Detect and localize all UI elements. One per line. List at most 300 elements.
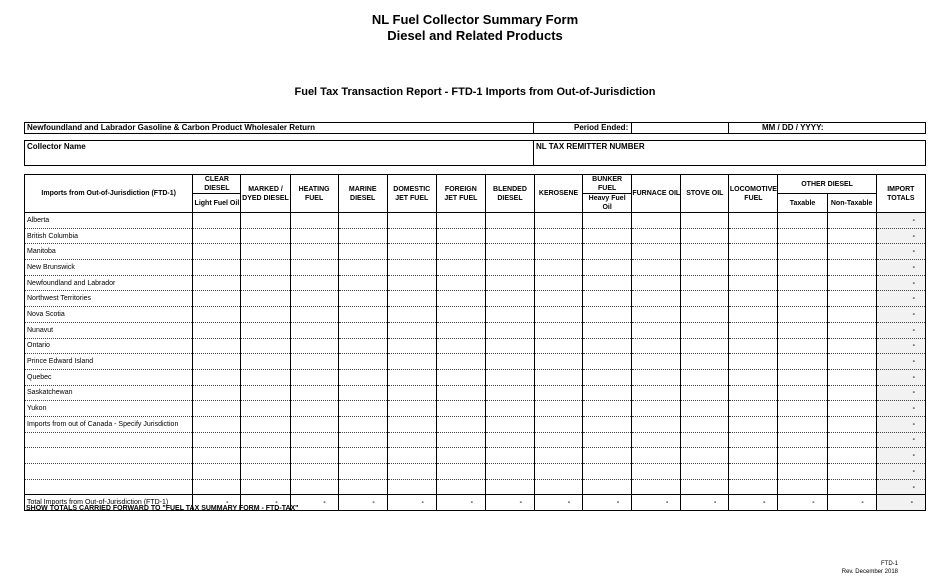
column-header-line2: DYED DIESEL bbox=[242, 194, 289, 202]
amount-cell[interactable] bbox=[729, 338, 778, 354]
amount-cell[interactable] bbox=[338, 432, 387, 448]
amount-cell[interactable] bbox=[583, 432, 632, 448]
amount-cell[interactable] bbox=[778, 416, 827, 432]
amount-cell[interactable] bbox=[338, 464, 387, 480]
amount-cell[interactable] bbox=[827, 479, 876, 495]
jurisdiction-column-header: Imports from Out-of-Jurisdiction (FTD-1) bbox=[25, 175, 193, 213]
amount-cell[interactable] bbox=[729, 448, 778, 464]
amount-cell[interactable] bbox=[193, 369, 241, 385]
amount-cell[interactable] bbox=[729, 307, 778, 323]
amount-cell[interactable] bbox=[778, 213, 827, 229]
amount-cell[interactable] bbox=[241, 479, 290, 495]
amount-cell[interactable] bbox=[338, 275, 387, 291]
table-row bbox=[25, 385, 926, 401]
amount-cell[interactable] bbox=[436, 244, 485, 260]
amount-cell[interactable] bbox=[290, 291, 338, 307]
amount-cell[interactable] bbox=[485, 338, 534, 354]
amount-cell[interactable] bbox=[387, 322, 436, 338]
amount-cell[interactable] bbox=[387, 448, 436, 464]
amount-cell[interactable] bbox=[681, 322, 729, 338]
amount-cell[interactable] bbox=[485, 432, 534, 448]
amount-cell[interactable] bbox=[583, 338, 632, 354]
amount-cell[interactable] bbox=[827, 416, 876, 432]
amount-cell[interactable] bbox=[193, 275, 241, 291]
amount-cell[interactable] bbox=[290, 385, 338, 401]
amount-cell[interactable] bbox=[583, 228, 632, 244]
amount-cell[interactable] bbox=[778, 322, 827, 338]
remitter-number-label: NL TAX REMITTER NUMBER bbox=[536, 142, 645, 151]
amount-cell[interactable] bbox=[583, 213, 632, 229]
amount-cell[interactable] bbox=[485, 479, 534, 495]
amount-cell[interactable] bbox=[827, 354, 876, 370]
amount-cell[interactable] bbox=[436, 213, 485, 229]
column-header bbox=[535, 175, 583, 213]
amount-cell[interactable] bbox=[436, 401, 485, 417]
amount-cell[interactable] bbox=[632, 354, 681, 370]
row-total-cell: - bbox=[876, 432, 925, 448]
amount-cell[interactable] bbox=[827, 385, 876, 401]
amount-cell[interactable] bbox=[241, 432, 290, 448]
amount-cell[interactable] bbox=[583, 464, 632, 480]
amount-cell[interactable] bbox=[681, 260, 729, 276]
amount-cell[interactable] bbox=[193, 464, 241, 480]
amount-cell[interactable] bbox=[338, 401, 387, 417]
amount-cell[interactable] bbox=[681, 291, 729, 307]
amount-cell[interactable] bbox=[681, 369, 729, 385]
amount-cell[interactable] bbox=[241, 448, 290, 464]
amount-cell[interactable] bbox=[583, 307, 632, 323]
amount-cell[interactable] bbox=[387, 244, 436, 260]
amount-cell[interactable] bbox=[535, 432, 583, 448]
amount-cell[interactable] bbox=[338, 291, 387, 307]
amount-cell[interactable] bbox=[535, 448, 583, 464]
amount-cell[interactable] bbox=[387, 275, 436, 291]
amount-cell[interactable] bbox=[290, 354, 338, 370]
row-total-cell: - bbox=[876, 479, 925, 495]
amount-cell[interactable] bbox=[778, 432, 827, 448]
column-total-cell: - bbox=[681, 495, 729, 511]
amount-cell[interactable] bbox=[535, 228, 583, 244]
amount-cell[interactable] bbox=[387, 416, 436, 432]
amount-cell[interactable] bbox=[535, 464, 583, 480]
amount-cell[interactable] bbox=[827, 228, 876, 244]
period-ended-input[interactable] bbox=[631, 122, 729, 134]
amount-cell[interactable] bbox=[729, 432, 778, 448]
amount-cell[interactable] bbox=[241, 322, 290, 338]
amount-cell[interactable] bbox=[290, 338, 338, 354]
collector-name-label: Collector Name bbox=[27, 142, 86, 151]
amount-cell[interactable] bbox=[827, 432, 876, 448]
amount-cell[interactable] bbox=[729, 354, 778, 370]
amount-cell[interactable] bbox=[729, 385, 778, 401]
row-total-cell: - bbox=[876, 228, 925, 244]
amount-cell[interactable] bbox=[338, 307, 387, 323]
total-label: Total Imports from Out-of-Jurisdiction (FTD-1) bbox=[25, 495, 193, 511]
amount-cell[interactable] bbox=[681, 228, 729, 244]
amount-cell[interactable] bbox=[290, 369, 338, 385]
amount-cell[interactable] bbox=[778, 338, 827, 354]
amount-cell[interactable] bbox=[827, 369, 876, 385]
amount-cell[interactable] bbox=[387, 479, 436, 495]
amount-cell[interactable] bbox=[632, 260, 681, 276]
table-row bbox=[25, 464, 926, 480]
amount-cell[interactable] bbox=[290, 275, 338, 291]
amount-cell[interactable] bbox=[583, 291, 632, 307]
amount-cell[interactable] bbox=[827, 291, 876, 307]
collector-name-box[interactable] bbox=[24, 140, 534, 166]
amount-cell[interactable] bbox=[387, 213, 436, 229]
table-row bbox=[25, 260, 926, 276]
amount-cell[interactable] bbox=[241, 416, 290, 432]
column-total-cell: - bbox=[290, 495, 338, 511]
amount-cell[interactable] bbox=[485, 416, 534, 432]
column-header-line2: FUEL bbox=[304, 194, 324, 202]
column-header bbox=[387, 175, 436, 213]
amount-cell[interactable] bbox=[729, 213, 778, 229]
amount-cell[interactable] bbox=[535, 260, 583, 276]
amount-cell[interactable] bbox=[729, 228, 778, 244]
amount-cell[interactable] bbox=[436, 322, 485, 338]
amount-cell[interactable] bbox=[338, 448, 387, 464]
amount-cell[interactable] bbox=[681, 385, 729, 401]
amount-cell[interactable] bbox=[778, 385, 827, 401]
amount-cell[interactable] bbox=[681, 401, 729, 417]
amount-cell[interactable] bbox=[436, 464, 485, 480]
amount-cell[interactable] bbox=[387, 464, 436, 480]
amount-cell[interactable] bbox=[632, 432, 681, 448]
column-header-line2: JET FUEL bbox=[444, 194, 478, 202]
amount-cell[interactable] bbox=[485, 385, 534, 401]
column-header bbox=[241, 175, 290, 213]
amount-cell[interactable] bbox=[485, 244, 534, 260]
amount-cell[interactable] bbox=[193, 432, 241, 448]
amount-cell[interactable] bbox=[485, 448, 534, 464]
amount-cell[interactable] bbox=[193, 401, 241, 417]
amount-cell[interactable] bbox=[193, 260, 241, 276]
amount-cell[interactable] bbox=[583, 275, 632, 291]
amount-cell[interactable] bbox=[338, 228, 387, 244]
amount-cell[interactable] bbox=[632, 307, 681, 323]
amount-cell[interactable] bbox=[535, 416, 583, 432]
amount-cell[interactable] bbox=[729, 291, 778, 307]
amount-cell[interactable] bbox=[827, 464, 876, 480]
amount-cell[interactable] bbox=[681, 479, 729, 495]
amount-cell[interactable] bbox=[485, 322, 534, 338]
amount-cell[interactable] bbox=[778, 479, 827, 495]
amount-cell[interactable] bbox=[193, 338, 241, 354]
amount-cell[interactable] bbox=[338, 385, 387, 401]
column-header bbox=[290, 175, 338, 213]
amount-cell[interactable] bbox=[436, 354, 485, 370]
row-total-cell: - bbox=[876, 464, 925, 480]
amount-cell[interactable] bbox=[436, 416, 485, 432]
report-subtitle: Fuel Tax Transaction Report - FTD-1 Imports from Out-of-Jurisdiction bbox=[294, 86, 656, 98]
amount-cell[interactable] bbox=[632, 464, 681, 480]
amount-cell[interactable] bbox=[338, 369, 387, 385]
amount-cell[interactable] bbox=[535, 244, 583, 260]
amount-cell[interactable] bbox=[632, 228, 681, 244]
amount-cell[interactable] bbox=[778, 448, 827, 464]
amount-cell[interactable] bbox=[290, 416, 338, 432]
amount-cell[interactable] bbox=[827, 275, 876, 291]
amount-cell[interactable] bbox=[193, 354, 241, 370]
amount-cell[interactable] bbox=[338, 244, 387, 260]
amount-cell[interactable] bbox=[583, 244, 632, 260]
amount-cell[interactable] bbox=[485, 213, 534, 229]
amount-cell[interactable] bbox=[290, 244, 338, 260]
amount-cell[interactable] bbox=[583, 401, 632, 417]
amount-cell[interactable] bbox=[485, 401, 534, 417]
amount-cell[interactable] bbox=[632, 369, 681, 385]
amount-cell[interactable] bbox=[193, 448, 241, 464]
amount-cell[interactable] bbox=[436, 369, 485, 385]
jurisdiction-name: Prince Edward Island bbox=[25, 354, 193, 370]
amount-cell[interactable] bbox=[436, 291, 485, 307]
row-total-cell: - bbox=[876, 307, 925, 323]
amount-cell[interactable] bbox=[290, 401, 338, 417]
amount-cell[interactable] bbox=[485, 369, 534, 385]
amount-cell[interactable] bbox=[241, 401, 290, 417]
amount-cell[interactable] bbox=[729, 322, 778, 338]
amount-cell[interactable] bbox=[241, 275, 290, 291]
amount-cell[interactable] bbox=[827, 448, 876, 464]
amount-cell[interactable] bbox=[778, 369, 827, 385]
amount-cell[interactable] bbox=[193, 479, 241, 495]
jurisdiction-name: New Brunswick bbox=[25, 260, 193, 276]
amount-cell[interactable] bbox=[729, 260, 778, 276]
amount-cell[interactable] bbox=[193, 228, 241, 244]
import-totals-line1: IMPORT bbox=[887, 185, 915, 193]
amount-cell[interactable] bbox=[193, 385, 241, 401]
amount-cell[interactable] bbox=[193, 416, 241, 432]
amount-cell[interactable] bbox=[241, 213, 290, 229]
amount-cell[interactable] bbox=[241, 338, 290, 354]
amount-cell[interactable] bbox=[241, 244, 290, 260]
amount-cell[interactable] bbox=[535, 369, 583, 385]
amount-cell[interactable] bbox=[290, 260, 338, 276]
amount-cell[interactable] bbox=[193, 213, 241, 229]
amount-cell[interactable] bbox=[681, 213, 729, 229]
table-row bbox=[25, 432, 926, 448]
amount-cell[interactable] bbox=[681, 244, 729, 260]
amount-cell[interactable] bbox=[583, 479, 632, 495]
amount-cell[interactable] bbox=[632, 244, 681, 260]
amount-cell[interactable] bbox=[778, 275, 827, 291]
amount-cell[interactable] bbox=[387, 291, 436, 307]
amount-cell[interactable] bbox=[535, 213, 583, 229]
amount-cell[interactable] bbox=[387, 401, 436, 417]
amount-cell[interactable] bbox=[778, 291, 827, 307]
amount-cell[interactable] bbox=[387, 338, 436, 354]
table-row bbox=[25, 401, 926, 417]
amount-cell[interactable] bbox=[338, 338, 387, 354]
form-title-line1: NL Fuel Collector Summary Form bbox=[371, 12, 579, 27]
amount-cell[interactable] bbox=[485, 354, 534, 370]
amount-cell[interactable] bbox=[387, 307, 436, 323]
amount-cell[interactable] bbox=[729, 401, 778, 417]
amount-cell[interactable] bbox=[290, 479, 338, 495]
amount-cell[interactable] bbox=[827, 401, 876, 417]
amount-cell[interactable] bbox=[241, 385, 290, 401]
amount-cell[interactable] bbox=[193, 307, 241, 323]
amount-cell[interactable] bbox=[827, 213, 876, 229]
amount-cell[interactable] bbox=[535, 275, 583, 291]
amount-cell[interactable] bbox=[338, 479, 387, 495]
amount-cell[interactable] bbox=[729, 244, 778, 260]
amount-cell[interactable] bbox=[436, 448, 485, 464]
amount-cell[interactable] bbox=[436, 228, 485, 244]
jurisdiction-name: Yukon bbox=[25, 401, 193, 417]
jurisdiction-name: Nunavut bbox=[25, 322, 193, 338]
amount-cell[interactable] bbox=[241, 291, 290, 307]
column-header-line1: DOMESTIC bbox=[393, 185, 431, 193]
amount-cell[interactable] bbox=[583, 385, 632, 401]
amount-cell[interactable] bbox=[387, 228, 436, 244]
amount-cell[interactable] bbox=[535, 291, 583, 307]
row-total-cell: - bbox=[876, 338, 925, 354]
amount-cell[interactable] bbox=[387, 260, 436, 276]
amount-cell[interactable] bbox=[778, 228, 827, 244]
amount-cell[interactable] bbox=[729, 275, 778, 291]
amount-cell[interactable] bbox=[681, 416, 729, 432]
amount-cell[interactable] bbox=[827, 260, 876, 276]
amount-cell[interactable] bbox=[632, 291, 681, 307]
date-format-label: MM / DD / YYYY: bbox=[762, 123, 824, 132]
amount-cell[interactable] bbox=[535, 479, 583, 495]
amount-cell[interactable] bbox=[485, 291, 534, 307]
amount-cell[interactable] bbox=[729, 416, 778, 432]
amount-cell[interactable] bbox=[436, 479, 485, 495]
amount-cell[interactable] bbox=[387, 385, 436, 401]
amount-cell[interactable] bbox=[290, 448, 338, 464]
amount-cell[interactable] bbox=[729, 369, 778, 385]
amount-cell[interactable] bbox=[338, 416, 387, 432]
amount-cell[interactable] bbox=[241, 228, 290, 244]
amount-cell[interactable] bbox=[290, 464, 338, 480]
amount-cell[interactable] bbox=[778, 401, 827, 417]
amount-cell[interactable] bbox=[632, 322, 681, 338]
amount-cell[interactable] bbox=[485, 464, 534, 480]
amount-cell[interactable] bbox=[632, 479, 681, 495]
amount-cell[interactable] bbox=[193, 291, 241, 307]
amount-cell[interactable] bbox=[436, 275, 485, 291]
amount-cell[interactable] bbox=[290, 228, 338, 244]
column-total-cell: - bbox=[583, 495, 632, 511]
amount-cell[interactable] bbox=[681, 354, 729, 370]
amount-cell[interactable] bbox=[583, 354, 632, 370]
amount-cell[interactable] bbox=[338, 213, 387, 229]
column-total-cell: - bbox=[729, 495, 778, 511]
amount-cell[interactable] bbox=[535, 401, 583, 417]
amount-cell[interactable] bbox=[583, 416, 632, 432]
amount-cell[interactable] bbox=[241, 307, 290, 323]
amount-cell[interactable] bbox=[778, 464, 827, 480]
column-total-cell: - bbox=[535, 495, 583, 511]
amount-cell[interactable] bbox=[729, 464, 778, 480]
jurisdiction-name: Imports from out of Canada - Specify Jurisdiction bbox=[25, 416, 193, 432]
amount-cell[interactable] bbox=[535, 307, 583, 323]
column-header-line1: MARKED / bbox=[248, 185, 283, 193]
amount-cell[interactable] bbox=[436, 432, 485, 448]
amount-cell[interactable] bbox=[632, 416, 681, 432]
amount-cell[interactable] bbox=[583, 260, 632, 276]
amount-cell[interactable] bbox=[387, 369, 436, 385]
amount-cell[interactable] bbox=[827, 322, 876, 338]
amount-cell[interactable] bbox=[632, 338, 681, 354]
amount-cell[interactable] bbox=[681, 338, 729, 354]
column-header-line1: MARINE bbox=[348, 185, 377, 193]
amount-cell[interactable] bbox=[632, 401, 681, 417]
amount-cell[interactable] bbox=[681, 464, 729, 480]
amount-cell[interactable] bbox=[387, 354, 436, 370]
amount-cell[interactable] bbox=[193, 244, 241, 260]
amount-cell[interactable] bbox=[485, 260, 534, 276]
amount-cell[interactable] bbox=[778, 244, 827, 260]
amount-cell[interactable] bbox=[778, 354, 827, 370]
amount-cell[interactable] bbox=[193, 322, 241, 338]
amount-cell[interactable] bbox=[681, 307, 729, 323]
amount-cell[interactable] bbox=[827, 307, 876, 323]
jurisdiction-name: Nova Scotia bbox=[25, 307, 193, 323]
amount-cell[interactable] bbox=[632, 275, 681, 291]
amount-cell[interactable] bbox=[485, 307, 534, 323]
amount-cell[interactable] bbox=[436, 260, 485, 276]
amount-cell[interactable] bbox=[681, 275, 729, 291]
amount-cell[interactable] bbox=[241, 260, 290, 276]
jurisdiction-name bbox=[25, 479, 193, 495]
amount-cell[interactable] bbox=[778, 307, 827, 323]
amount-cell[interactable] bbox=[485, 228, 534, 244]
amount-cell[interactable] bbox=[241, 369, 290, 385]
column-header-top: CLEAR DIESEL bbox=[193, 175, 241, 194]
amount-cell[interactable] bbox=[290, 432, 338, 448]
amount-cell[interactable] bbox=[729, 479, 778, 495]
amount-cell[interactable] bbox=[535, 322, 583, 338]
amount-cell[interactable] bbox=[338, 260, 387, 276]
amount-cell[interactable] bbox=[535, 385, 583, 401]
amount-cell[interactable] bbox=[436, 385, 485, 401]
amount-cell[interactable] bbox=[436, 307, 485, 323]
amount-cell[interactable] bbox=[681, 432, 729, 448]
column-header-line1: HEATING bbox=[298, 185, 330, 193]
amount-cell[interactable] bbox=[583, 448, 632, 464]
amount-cell[interactable] bbox=[827, 338, 876, 354]
column-header-line1: KEROSENE bbox=[538, 190, 579, 197]
amount-cell[interactable] bbox=[241, 354, 290, 370]
amount-cell[interactable] bbox=[338, 322, 387, 338]
amount-cell[interactable] bbox=[387, 432, 436, 448]
amount-cell[interactable] bbox=[290, 322, 338, 338]
amount-cell[interactable] bbox=[681, 448, 729, 464]
amount-cell[interactable] bbox=[241, 464, 290, 480]
amount-cell[interactable] bbox=[290, 307, 338, 323]
amount-cell[interactable] bbox=[338, 354, 387, 370]
amount-cell[interactable] bbox=[535, 354, 583, 370]
column-header bbox=[436, 175, 485, 213]
amount-cell[interactable] bbox=[632, 448, 681, 464]
amount-cell[interactable] bbox=[632, 385, 681, 401]
amount-cell[interactable] bbox=[632, 213, 681, 229]
amount-cell[interactable] bbox=[290, 213, 338, 229]
amount-cell[interactable] bbox=[583, 369, 632, 385]
amount-cell[interactable] bbox=[535, 338, 583, 354]
column-header-line1: BLENDED bbox=[493, 185, 527, 193]
amount-cell[interactable] bbox=[436, 338, 485, 354]
amount-cell[interactable] bbox=[485, 275, 534, 291]
amount-cell[interactable] bbox=[583, 322, 632, 338]
amount-cell[interactable] bbox=[778, 260, 827, 276]
amount-cell[interactable] bbox=[827, 244, 876, 260]
